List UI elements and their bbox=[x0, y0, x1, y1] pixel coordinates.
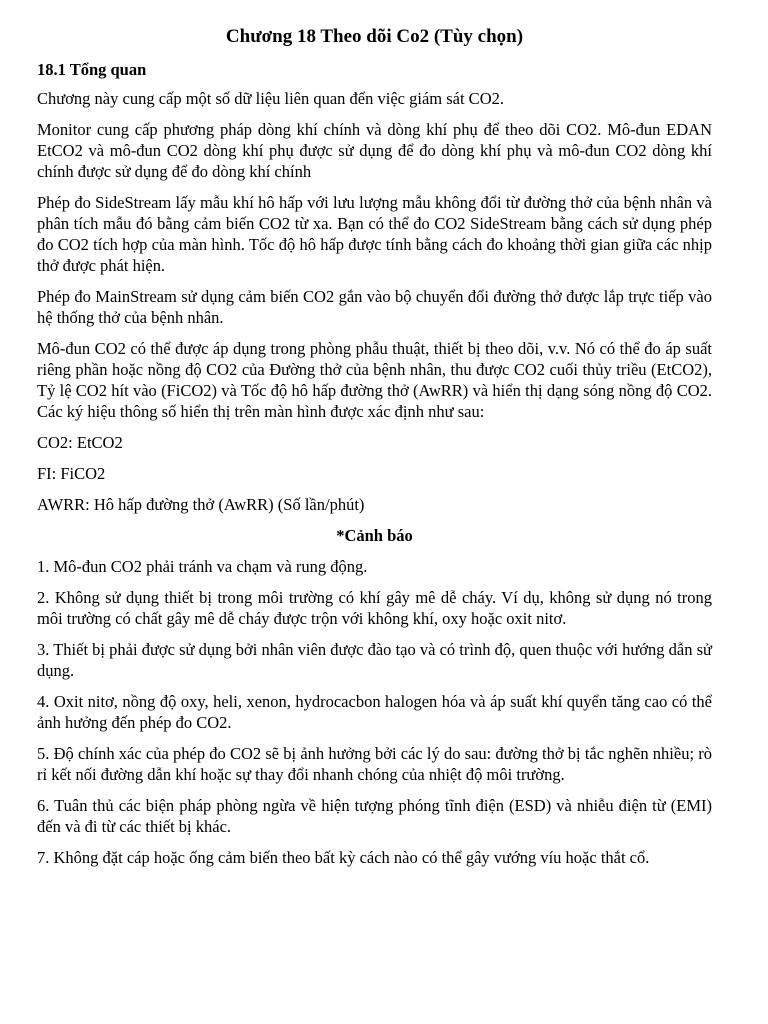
intro-paragraph: Mô-đun CO2 có thể được áp dụng trong phòng phẫu thuật, thiết bị theo dõi, v.v. Nó có thể đo áp suất riêng phần hoặc nồng độ CO2 của Đường thở của bệnh nhân, thu được CO2 cuối thủy triều (EtCO2), Tỷ lệ CO2 hít vào (FiCO2) và Tốc độ hô hấp đường thở (AwRR) và hiển thị dạng sóng nồng độ CO2. Các ký hiệu thông số hiển thị trên màn hình được xác định như sau: bbox=[37, 339, 712, 421]
warning-item: 4. Oxit nitơ, nồng độ oxy, heli, xenon, hydrocacbon halogen hóa và áp suất khí quyển tăng cao có thể ảnh hưởng đến phép đo CO2. bbox=[37, 692, 712, 732]
symbol-line: CO2: EtCO2 bbox=[37, 433, 123, 452]
warning-item: 5. Độ chính xác của phép đo CO2 sẽ bị ảnh hưởng bởi các lý do sau: đường thở bị tắc nghẽn nhiều; rò rỉ kết nối đường dẫn khí hoặc sự thay đổi nhanh chóng của nhiệt độ môi trường. bbox=[37, 744, 712, 784]
section-heading: 18.1 Tổng quan bbox=[37, 60, 147, 79]
warning-item: 2. Không sử dụng thiết bị trong môi trường có khí gây mê dễ cháy. Ví dụ, không sử dụng nó trong môi trường có chất gây mê dễ cháy được trộn với không khí, oxy hoặc oxit nitơ. bbox=[37, 588, 712, 628]
warning-heading: *Cảnh báo bbox=[336, 526, 413, 545]
warning-item: 7. Không đặt cáp hoặc ống cảm biến theo bất kỳ cách nào có thể gây vướng víu hoặc thắt cổ. bbox=[37, 848, 650, 867]
chapter-title: Chương 18 Theo dõi Co2 (Tùy chọn) bbox=[225, 26, 524, 47]
symbol-line: FI: FiCO2 bbox=[37, 464, 106, 483]
symbol-line: AWRR: Hô hấp đường thở (AwRR) (Số lần/phút) bbox=[37, 495, 365, 514]
intro-paragraph: Phép đo MainStream sử dụng cảm biến CO2 gắn vào bộ chuyển đổi đường thở được lắp trực tiếp vào hệ thống thở của bệnh nhân. bbox=[37, 287, 712, 327]
intro-paragraph: Chương này cung cấp một số dữ liệu liên quan đến việc giám sát CO2. bbox=[37, 89, 504, 108]
warning-item: 3. Thiết bị phải được sử dụng bởi nhân viên được đào tạo và có trình độ, quen thuộc với hướng dẫn sử dụng. bbox=[37, 640, 712, 680]
warning-item: 1. Mô-đun CO2 phải tránh va chạm và rung động. bbox=[37, 557, 368, 576]
intro-paragraph: Monitor cung cấp phương pháp dòng khí chính và dòng khí phụ để theo dõi CO2. Mô-đun EDAN EtCO2 và mô-đun CO2 dòng khí phụ được sử dụng để đo dòng khí phụ và mô-đun CO2 dòng khí chính được sử dụng để đo dòng khí chính bbox=[37, 120, 712, 181]
intro-paragraph: Phép đo SideStream lấy mẫu khí hô hấp với lưu lượng mẫu không đổi từ đường thở của bệnh nhân và phân tích mẫu đó bằng cảm biến CO2 từ xa. Bạn có thể đo CO2 SideStream bằng cách sử dụng phép đo CO2 tích hợp của màn hình. Tốc độ hô hấp được tính bằng cách đo khoảng thời gian giữa các nhịp thở được phát hiện. bbox=[37, 193, 712, 275]
warning-item: 6. Tuân thủ các biện pháp phòng ngừa về hiện tượng phóng tĩnh điện (ESD) và nhiễu điện từ (EMI) đến và đi từ các thiết bị khác. bbox=[37, 796, 712, 836]
